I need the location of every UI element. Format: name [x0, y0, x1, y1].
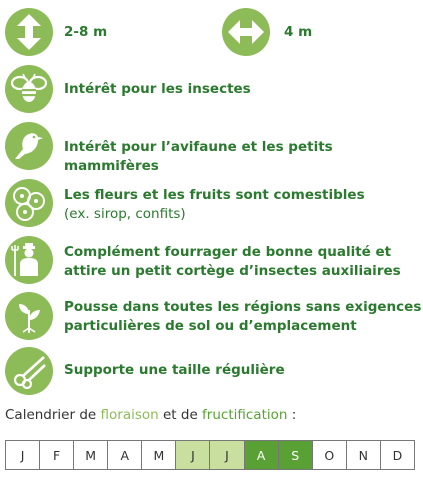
horizontal-arrow-icon [222, 8, 270, 56]
sprout-icon [5, 292, 53, 340]
fodder-line-2: attire un petit cortège d’insectes auxiliaires [64, 263, 401, 279]
month-jul: J [210, 441, 244, 469]
month-jan: J [6, 441, 40, 469]
edible-main: Les fleurs et les fruits sont comestibles [64, 187, 365, 203]
month-apr: A [108, 441, 142, 469]
calendar-fruiting-label: fructification [202, 407, 288, 423]
month-dec: D [392, 447, 403, 463]
calendar-title-suffix: : [287, 407, 297, 423]
bird-icon [5, 122, 53, 170]
month-sep: S [279, 441, 313, 469]
calendar-title [5, 407, 296, 423]
height-value: 2-8 m [64, 24, 108, 40]
calendar-title-prefix: Calendrier de [5, 407, 101, 423]
fruit-icon [5, 179, 53, 227]
width-value: 4 m [284, 24, 313, 40]
fodder-text [64, 243, 401, 281]
month-calendar [5, 440, 415, 470]
bee-icon [5, 65, 53, 113]
month-jun: J [176, 441, 210, 469]
month-aug: A [245, 441, 279, 469]
edible-sub: (ex. sirop, confits) [64, 206, 186, 222]
month-may: M [142, 441, 176, 469]
fodder-line-1: Complément fourrager de bonne qualité et [64, 244, 392, 260]
pruning-text: Supporte une taille régulière [64, 362, 285, 378]
calendar-title-middle: et de [158, 407, 203, 423]
growth-line-1: Pousse dans toutes les régions sans exigences [64, 299, 422, 315]
month-oct: O [313, 441, 347, 469]
vertical-arrow-icon [5, 8, 53, 56]
scissors-icon [5, 347, 53, 395]
growth-line-2: particulières de sol ou d’emplacement [64, 318, 357, 334]
insects-text: Intérêt pour les insectes [64, 81, 251, 97]
growth-text [64, 298, 421, 336]
birds-text: Intérêt pour l’avifaune et les petits mammifères [64, 139, 333, 174]
month-feb: F [40, 441, 74, 469]
month-mar: M [74, 441, 108, 469]
month-nov: N [347, 441, 381, 469]
farmer-icon [5, 236, 53, 284]
edible-text [64, 186, 365, 224]
calendar-flowering-label: floraison [100, 407, 159, 423]
